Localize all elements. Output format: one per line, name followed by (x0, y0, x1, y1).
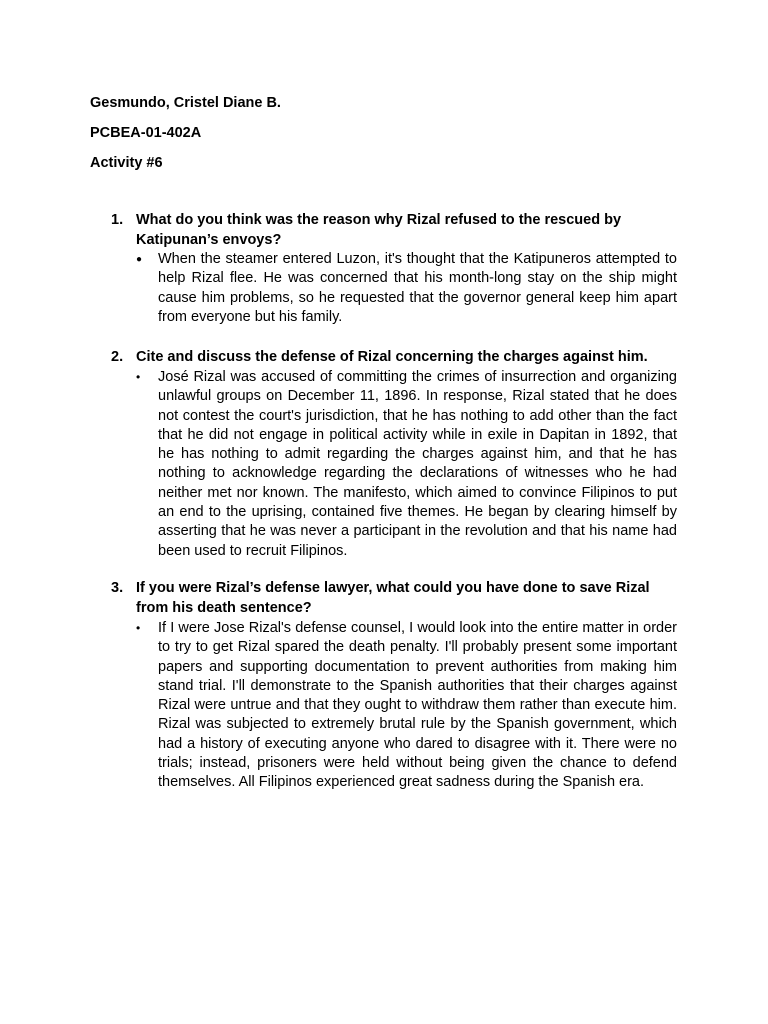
bullet-icon: • (136, 621, 141, 635)
activity-title: Activity #6 (90, 155, 163, 171)
answer-3 (136, 619, 677, 793)
answer-text: If I were Jose Rizal's defense counsel, I would look into the entire matter in order to try to get Rizal spared the death penalty. I'll probably present some important papers and supporting documentation to prevent authorities from making him stand trial. I'll demonstrate to the Spanish authorities that their charges against Rizal were untrue and that they ought to withdraw them rather than execute him. Rizal was subjected to extremely brutal rule by the Spanish government, which had a history of executing anyone who dared to disagree with it. There were no trials; instead, prisoners were held without being given the chance to defend themselves. All Filipinos experienced great sadness during the Spanish era. (158, 620, 677, 791)
question-2 (111, 348, 671, 368)
question-number: 1. (111, 212, 124, 228)
question-number: 2. (111, 349, 124, 365)
answer-1 (136, 250, 677, 327)
question-text: What do you think was the reason why Rizal refused to the rescued by Katipunan’s envoys? (136, 212, 622, 248)
question-3 (111, 579, 671, 618)
question-number: 3. (111, 580, 124, 596)
question-text: If you were Rizal’s defense lawyer, what could you have done to save Rizal from his death sentence? (136, 580, 650, 616)
section-code: PCBEA-01-402A (90, 125, 202, 141)
question-1 (111, 211, 671, 250)
student-name: Gesmundo, Cristel Diane B. (90, 95, 281, 111)
answer-text: José Rizal was accused of committing the crimes of insurrection and organizing unlawful groups on December 11, 1896. In response, Rizal stated that he does not contest the court's jurisdiction, that he has nothing to add other than the fact that he did not engage in political activity while in exile in Dapitan in 1892, that he has nothing to admit regarding the charges against him, and that he has nothing to acknowledge regarding the declarations of witnesses who he had neither met nor known. The manifesto, which aimed to convince Filipinos to put an end to the uprising, contained five themes. He began by clearing himself by asserting that he was never a participant in the revolution and that his name had been used to recruit Filipinos. (158, 369, 677, 559)
bullet-icon: • (136, 370, 141, 384)
answer-text: When the steamer entered Luzon, it's thought that the Katipuneros attempted to help Rizal flee. He was concerned that his month-long stay on the ship might cause him problems, so he requested that the governor general keep him apart from everyone but his family. (158, 251, 677, 325)
answer-2 (136, 368, 677, 561)
question-text: Cite and discuss the defense of Rizal concerning the charges against him. (136, 349, 648, 365)
bullet-icon: ● (136, 254, 143, 265)
